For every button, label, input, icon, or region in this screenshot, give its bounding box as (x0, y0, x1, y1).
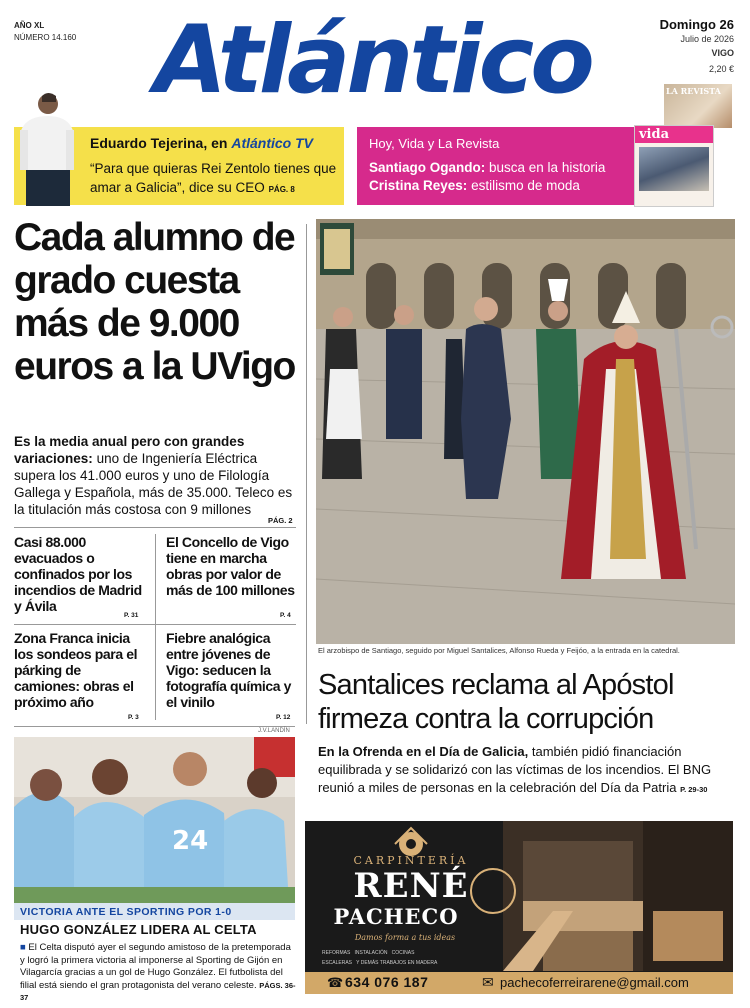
lead-headline[interactable]: Cada alumno de grado cuesta más de 9.000 euros a la UVigo (14, 216, 295, 388)
issue-price: 2,20 € (708, 64, 734, 74)
sport-page-ref: PÁGS. 36-37 (20, 980, 296, 1002)
lead-subhead-bold: Es la media anual pero con grandes variaciones: (14, 434, 245, 466)
revista-cover-thumbnail[interactable] (664, 84, 732, 128)
main-photo-procession[interactable] (316, 219, 735, 644)
ad-line2: RENÉ (353, 866, 469, 906)
lead-page-ref: PÁG. 2 (268, 516, 293, 525)
lead-subhead-text: uno de Ingeniería Eléctrica supera los 41.000 euros y uno de Filología Gallega y Española, más de 35.000. Teleco es la titulación más costosa con 9 millones (14, 451, 293, 517)
brief-item[interactable] (166, 630, 296, 710)
promo-tv-channel: Atlántico TV (231, 135, 313, 151)
revista-thumb-label: LA REVISTA (666, 86, 721, 96)
story2-page-ref: P. 29-30 (680, 785, 708, 794)
promo-tv-quote-text: “Para que quieras Rei Zentolo tienes que amar a Galicia”, dice su CEO (90, 161, 337, 195)
issue-city: VIGO (711, 48, 734, 58)
main-photo-caption: El arzobispo de Santiago, seguido por Miguel Santalices, Alfonso Rueda y Feijóo, a la entrada en la catedral. (318, 646, 680, 655)
vida-cover-thumbnail[interactable] (634, 125, 714, 207)
bullet-icon: ■ (20, 942, 26, 953)
sport-photo-celta[interactable] (14, 737, 295, 903)
quality-seal-icon (470, 868, 516, 914)
promo-vida-line3-text: estilismo de moda (471, 178, 580, 193)
sport-divider (14, 726, 295, 727)
issue-number: NÚMERO 14.160 (14, 33, 77, 42)
ad-service: REFORMAS (322, 950, 351, 956)
lead-subhead (14, 433, 296, 518)
ad-email[interactable]: pachecoferreirarene@gmail.com (500, 975, 689, 990)
column-divider (306, 224, 307, 724)
issue-date: Julio de 2026 (680, 34, 734, 44)
promo-vida-line2 (369, 160, 605, 175)
story2-subhead-bold: En la Ofrenda en el Día de Galicia, (318, 744, 529, 759)
edition-label: AÑO XL (14, 21, 45, 30)
sport-body (20, 942, 296, 1005)
brief-text: Zona Franca inicia los sondeos para el párking de camiones: obras el próximo año (14, 630, 138, 710)
promo-tv-title (90, 135, 313, 151)
sport-body-text: El Celta disputó ayer el segundo amistoso de la pretemporada y logró la primera victoria al imponerse al Sporting de Gijón en Vilagarcía gracias a un gol de Hugo González. El futbolista del filial está siendo el gran protagonista del verano celeste. (20, 942, 291, 991)
promo-vida-line3-name: Cristina Reyes: (369, 178, 468, 193)
brief-divider (14, 527, 296, 528)
promo-vida-revista[interactable] (357, 127, 635, 205)
promo-vida-line2-text: busca en la historia (489, 160, 606, 175)
ad-services (322, 948, 492, 968)
promo-tv-person-photo (12, 90, 76, 206)
phone-icon: ☎ (327, 975, 344, 990)
sport-kicker: VICTORIA ANTE EL SPORTING POR 1-0 (14, 903, 295, 920)
promo-tv-quote (90, 159, 338, 199)
sport-headline[interactable]: HUGO GONZÁLEZ LIDERA AL CELTA (20, 922, 257, 937)
brief-item[interactable] (166, 534, 296, 598)
brief-page-ref: P. 12 (276, 714, 291, 721)
promo-vida-line3 (369, 178, 580, 193)
brief-text: Casi 88.000 evacuados o confinados por los incendios de Madrid y Ávila (14, 534, 142, 614)
brief-page-ref: P. 4 (280, 612, 291, 619)
ad-line1: CARPINTERÍA (353, 854, 469, 867)
ad-service: COCINAS (391, 950, 415, 956)
ad-kitchen-photo (503, 821, 733, 971)
ad-service: INSTALACIÓN (354, 950, 388, 956)
story2-subhead (318, 743, 728, 799)
ad-tagline: Damos forma a tus ideas (354, 933, 456, 942)
svg-text:24: 24 (172, 826, 209, 856)
promo-vida-line2-name: Santiago Ogando: (369, 160, 486, 175)
brief-item[interactable] (14, 630, 146, 710)
masthead-date-info (660, 18, 734, 76)
newspaper-logo[interactable]: Atlántico (154, 6, 591, 115)
brief-text: Fiebre analógica entre jóvenes de Vigo: seducen la fotografía química y el vinilo (166, 630, 292, 710)
saw-blade-icon (385, 826, 437, 856)
promo-vida-line1: Hoy, Vida y La Revista (369, 136, 500, 151)
ad-phone[interactable]: 634 076 187 (345, 974, 429, 990)
story2-headline[interactable]: Santalices reclama al Apóstol firmeza contra la corrupción (318, 669, 674, 735)
promo-tv-page: PÁG. 8 (268, 185, 295, 194)
brief-page-ref: P. 31 (124, 612, 139, 619)
promo-tv-name: Eduardo Tejerina, en (90, 135, 228, 151)
issue-day: Domingo 26 (659, 17, 734, 32)
brief-item[interactable] (14, 534, 146, 614)
masthead-edition-info (14, 20, 76, 44)
vida-thumb-image (639, 147, 709, 191)
story2-subhead-text: también pidió financiación equilibrada y se solidarizó con las víctimas de los incendios. El BNG reunió a miles de personas en la celebración del Día da Patria (318, 744, 712, 795)
ad-service: Y DEMÁS TRABAJOS EN MADERA (356, 960, 438, 966)
brief-column-divider (155, 534, 156, 720)
email-icon: ✉ (482, 974, 494, 990)
brief-text: El Concello de Vigo tiene en marcha obras por valor de más de 100 millones (166, 534, 295, 598)
ad-line3: PACHECO (333, 904, 459, 929)
brief-page-ref: P. 3 (128, 714, 139, 721)
sport-photo-credit: J.V.LANDÍN (258, 728, 290, 734)
vida-thumb-label: vida (635, 126, 713, 143)
ad-service: ESCALERAS (322, 960, 353, 966)
